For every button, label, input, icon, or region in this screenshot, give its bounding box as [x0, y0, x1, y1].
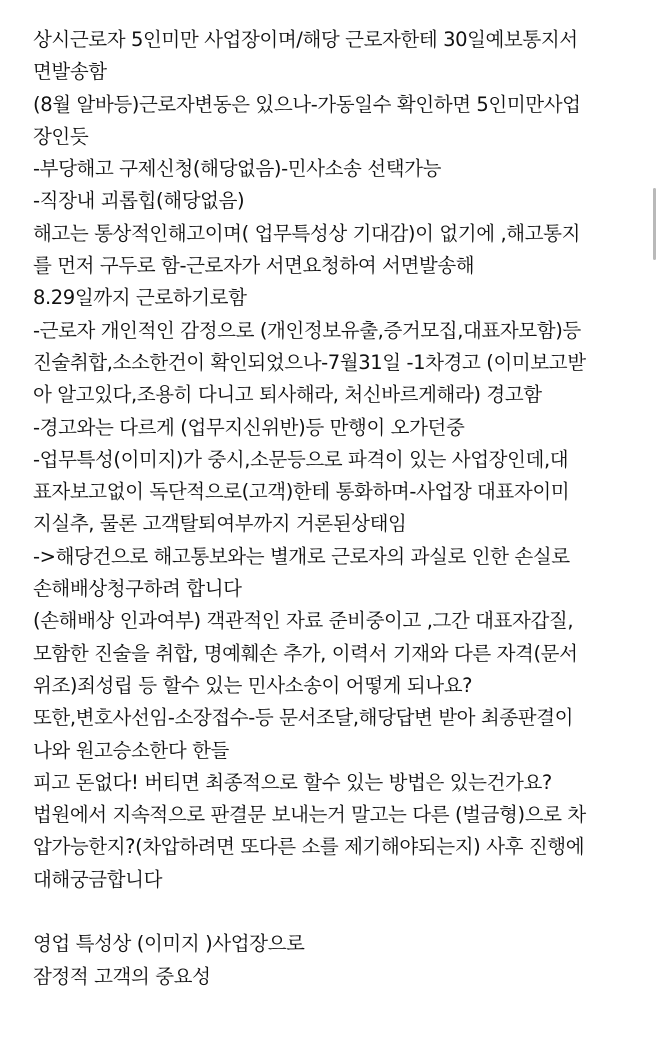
scroll-indicator[interactable] [653, 188, 656, 260]
post-line: 진술취합,소소한건이 확인되었으나-7월31일 -1차경고 (이미보고받 [33, 350, 586, 374]
post-line: 면발송함 [33, 60, 107, 84]
post-line: 피고 돈없다! 버티면 최종적으로 할수 있는 방법은 있는건가요? [33, 770, 552, 794]
post-line: -근로자 개인적인 감정으로 (개인정보유출,증거모집,대표자모함)등 [33, 318, 581, 342]
post-line: 또한,변호사선임-소장접수-등 문서조달,해당답변 받아 최종판결이 [33, 706, 574, 730]
post-line: (손해배상 인과여부) 객관적인 자료 준비중이고 ,그간 대표자갑질, [33, 609, 574, 633]
post-line: 아 알고있다,조용히 다니고 퇴사해라, 처신바르게해라) 경고함 [33, 383, 542, 407]
post-line: -경고와는 다르게 (업무지신위반)등 만행이 오가던중 [33, 415, 465, 439]
post-line: 위조)죄성립 등 할수 있는 민사소송이 어떻게 되나요? [33, 673, 473, 697]
post-line: 압가능한지?(차압하려면 또다른 소를 제기해야되는지) 사후 진행에 [33, 835, 585, 859]
post-line: -부당해고 구제신청(해당없음)-민사소송 선택가능 [33, 157, 442, 181]
post-line: (8월 알바등)근로자변동은 있으나-가동일수 확인하면 5인미만사업 [33, 92, 581, 116]
post-line: 나와 원고승소한다 한들 [33, 738, 229, 762]
post-line: 표자보고없이 독단적으로(고객)한테 통화하며-사업장 대표자이미 [33, 480, 570, 504]
blank-line [33, 896, 633, 928]
post-line: 잠정적 고객의 중요성 [33, 964, 211, 988]
post-line: -직장내 괴롭힙(해당없음) [33, 189, 245, 213]
post-line: 법원에서 지속적으로 판결문 보내는거 말고는 다른 (벌금형)으로 차 [33, 803, 586, 827]
post-line: 8.29일까지 근로하기로함 [33, 286, 247, 310]
post-line: 해고는 통상적인해고이며( 업무특성상 기대감)이 없기에 ,해고통지 [33, 221, 581, 245]
post-line: 모함한 진술을 취합, 명예훼손 추가, 이력서 기재와 다른 자격(문서 [33, 641, 578, 665]
post-line: 지실추, 물론 고객탈퇴여부까지 거론된상태임 [33, 512, 407, 536]
post-line: ->해당건으로 해고통보와는 별개로 근로자의 과실로 인한 손실로 [33, 544, 570, 568]
post-line: 대해궁금합니다 [33, 867, 163, 891]
post-line: 영업 특성상 (이미지 )사업장으로 [33, 932, 305, 956]
post-line: 손해배상청구하려 합니다 [33, 577, 242, 601]
post-line: 를 먼저 구두로 함-근로자가 서면요청하여 서면발송해 [33, 254, 475, 278]
post-line: 상시근로자 5인미만 사업장이며/해당 근로자한테 30일예보통지서 [33, 28, 578, 51]
post-line: -업무특성(이미지)가 중시,소문등으로 파격이 있는 사업장인데,대 [33, 447, 569, 471]
post-body [33, 24, 633, 993]
post-line: 장인듯 [33, 124, 89, 148]
